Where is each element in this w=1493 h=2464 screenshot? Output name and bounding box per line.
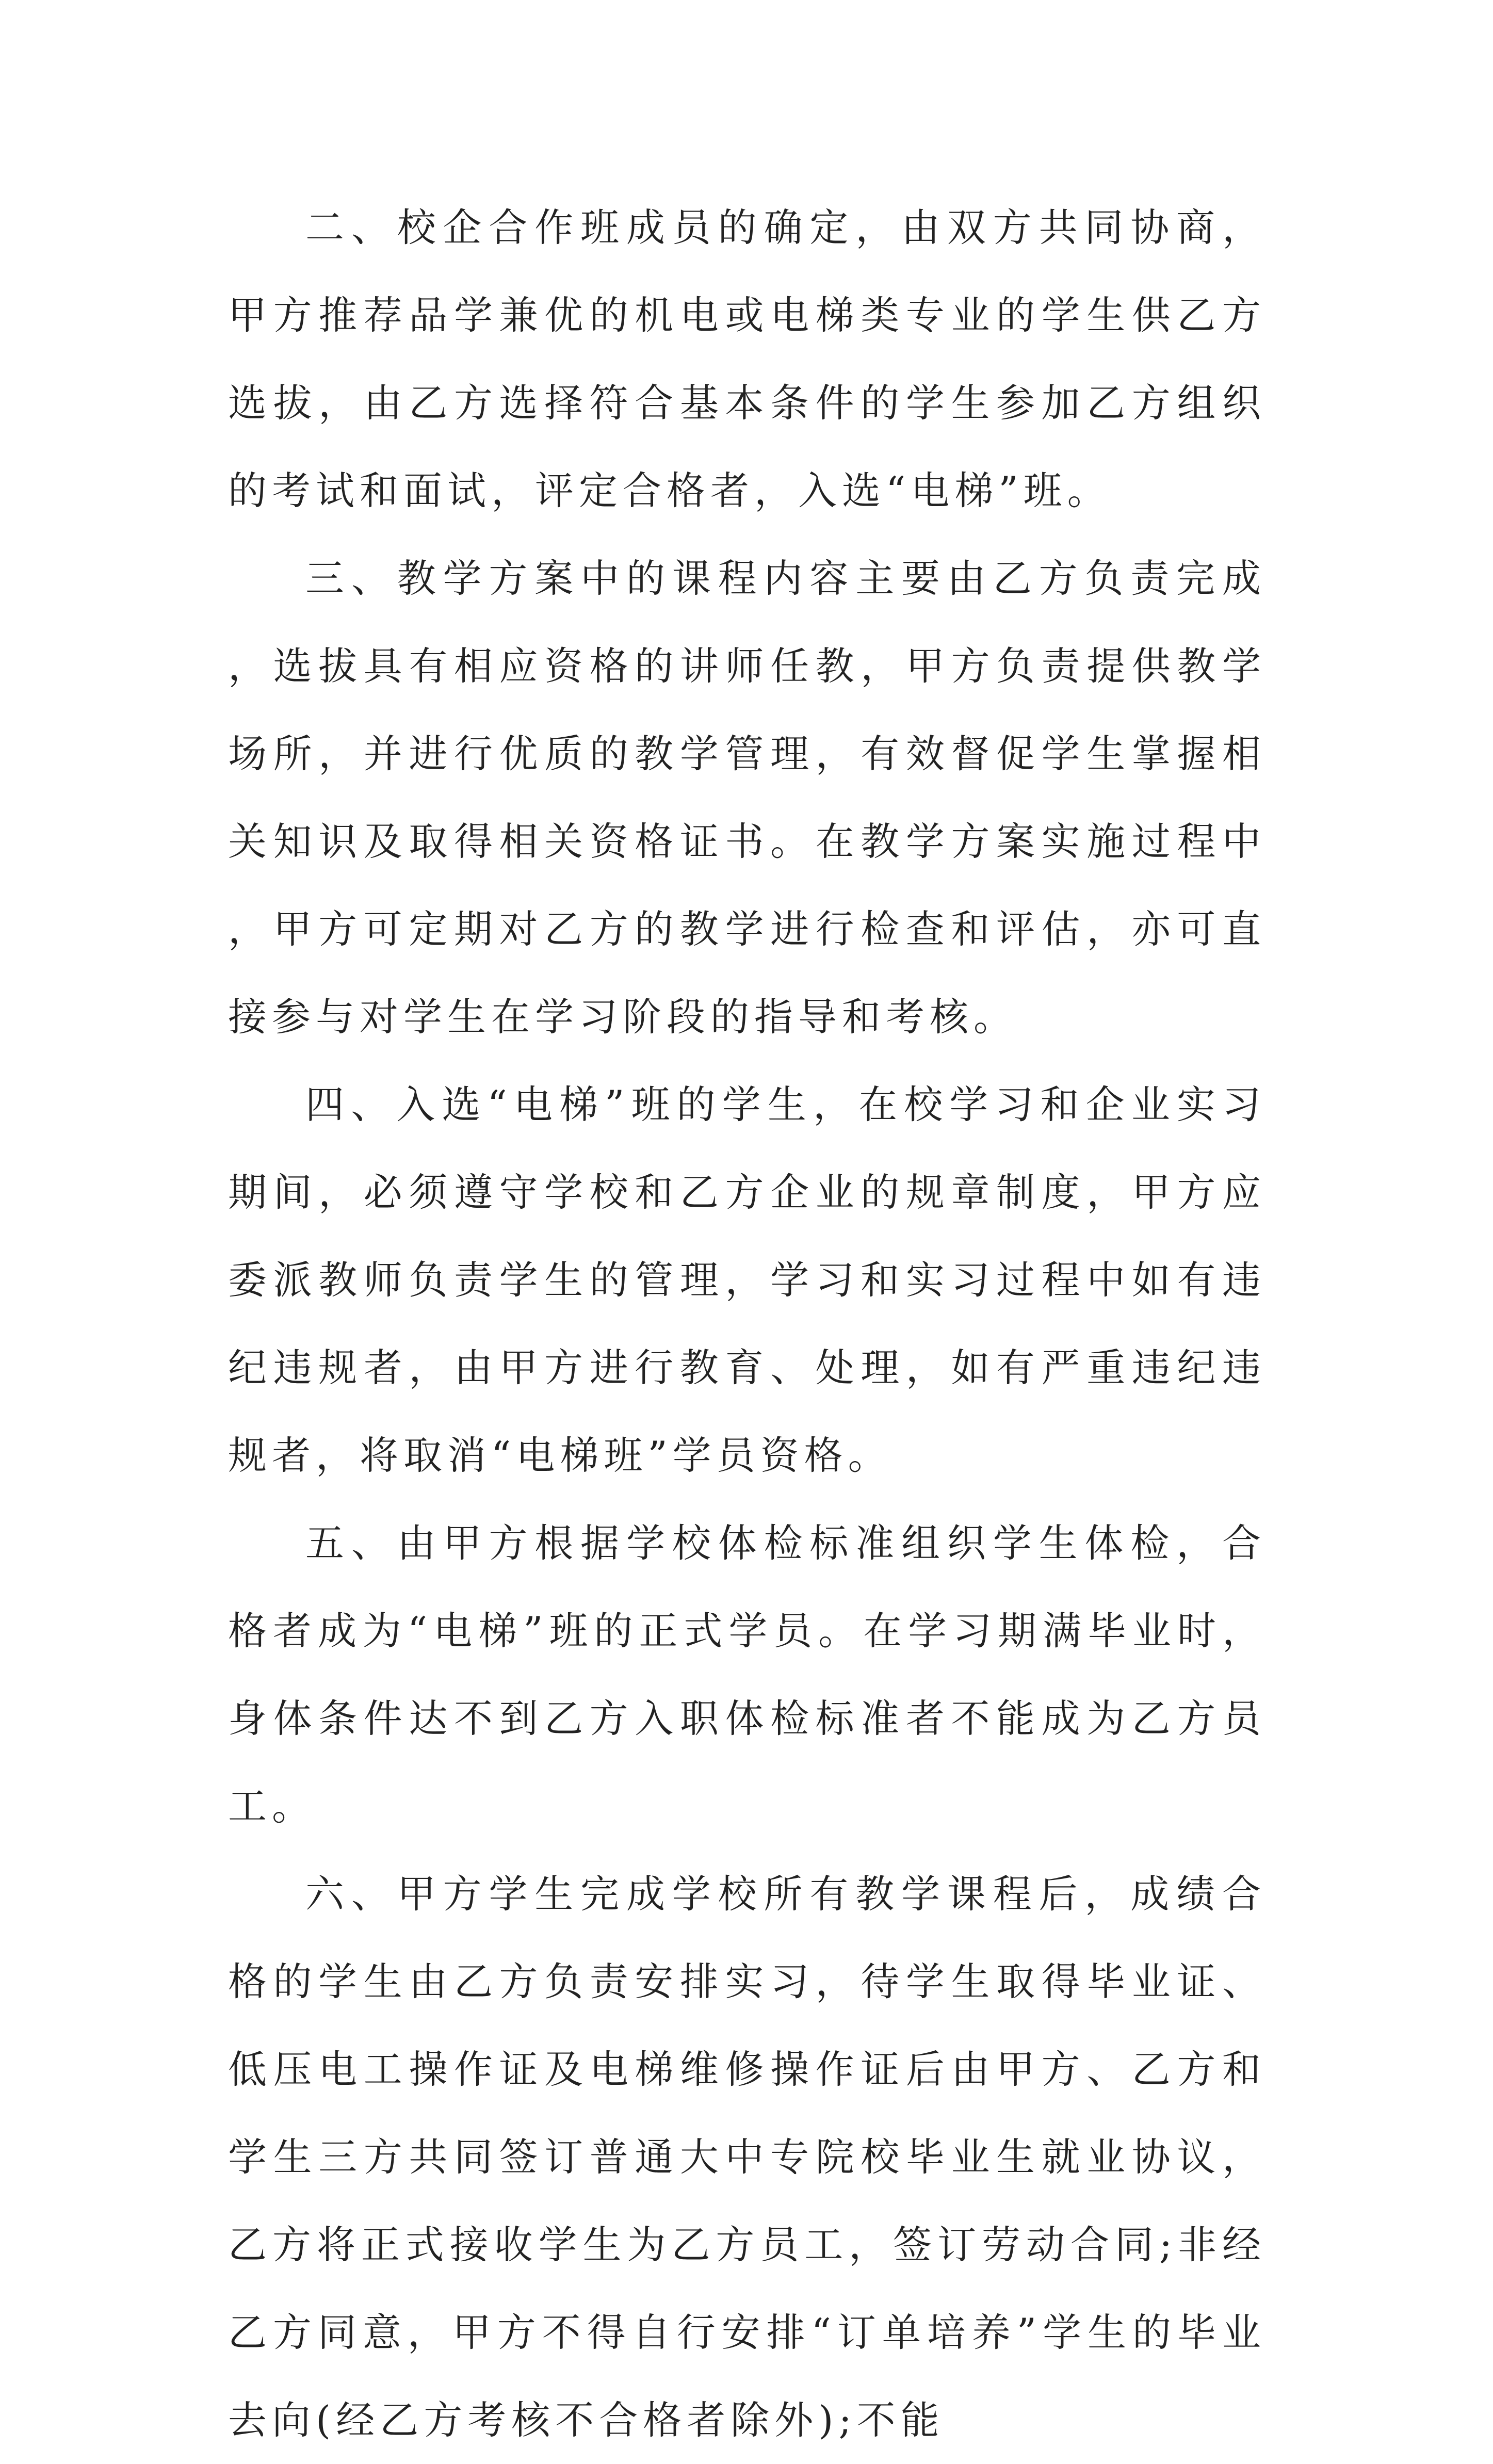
paragraph-3: 三、教学方案中的课程内容主要由乙方负责完成，选拔具有相应资格的讲师任教，甲方负责提供教学场所，并进行优质的教学管理，有效督促学生掌握相关知识及取得相关资格证书。在教学方案实施过程中，甲方可定期对乙方的教学进行检查和评估，亦可直接参与对学生在学习阶段的指导和考核。: [228, 556, 1266, 1040]
paragraph-5: 五、由甲方根据学校体检标准组织学生体检，合格者成为“电梯”班的正式学员。在学习期满毕业时，身体条件达不到乙方入职体检标准者不能成为乙方员工。: [228, 1520, 1266, 1829]
paragraph-4: 四、入选“电梯”班的学生，在校学习和企业实习期间，必须遵守学校和乙方企业的规章制度，甲方应委派教师负责学生的管理，学习和实习过程中如有违纪违规者，由甲方进行教育、处理，如有严重违纪违规者，将取消“电梯班”学员资格。: [228, 1082, 1266, 1478]
paragraph-2: 二、校企合作班成员的确定，由双方共同协商，甲方推荐品学兼优的机电或电梯类专业的学生供乙方选拔，由乙方选择符合基本条件的学生参加乙方组织的考试和面试，评定合格者，入选“电梯”班。: [228, 205, 1266, 513]
document-body: [228, 184, 1266, 2464]
paragraph-6: 六、甲方学生完成学校所有教学课程后，成绩合格的学生由乙方负责安排实习，待学生取得毕业证、低压电工操作证及电梯维修操作证后由甲方、乙方和学生三方共同签订普通大中专院校毕业生就业协议，乙方将正式接收学生为乙方员工，签订劳动合同;非经乙方同意，甲方不得自行安排“订单培养”学生的毕业去向(经乙方考核不合格者除外);不能: [228, 1871, 1266, 2443]
